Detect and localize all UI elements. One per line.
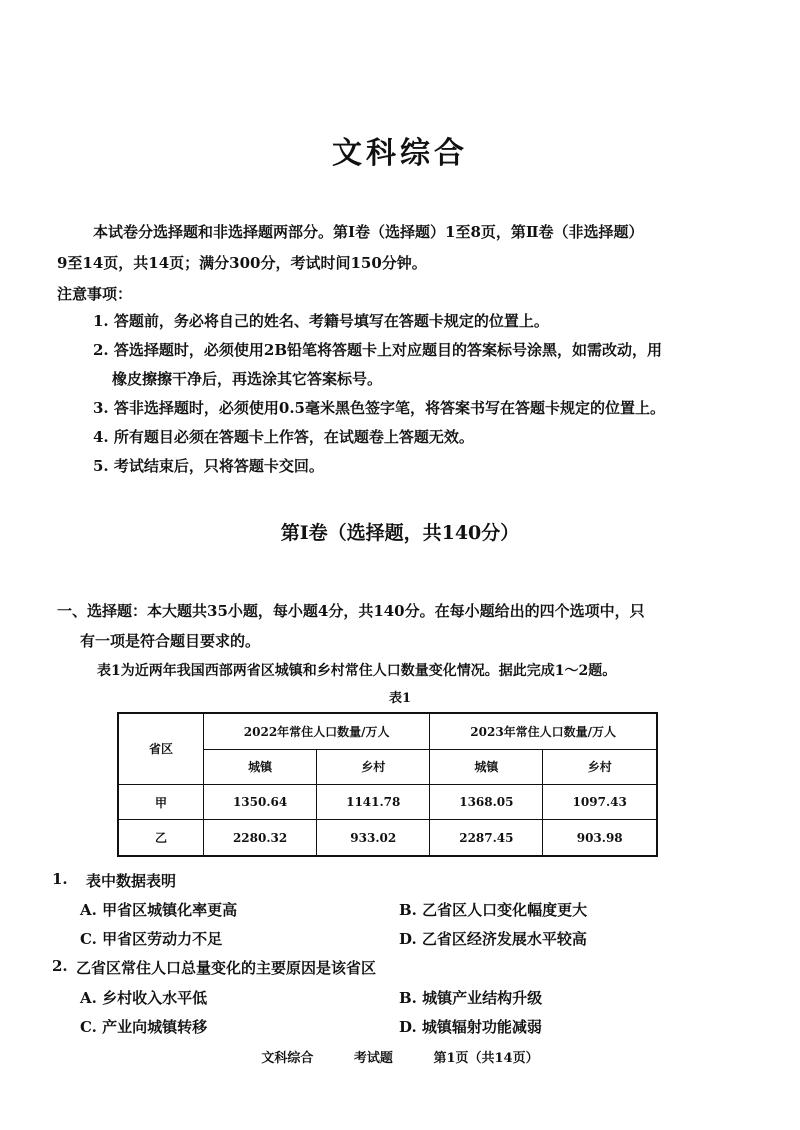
notice-item-4: 4. 所有题目必须在答题卡上作答，在试题卷上答题无效。	[93, 428, 474, 446]
table-cell: 933.02	[317, 820, 430, 856]
page-footer	[0, 1047, 800, 1066]
table-header-2023: 2023年常住人口数量/万人	[430, 713, 657, 749]
q1-stem: 表中数据表明	[86, 872, 177, 890]
table-cell: 1141.78	[317, 784, 430, 819]
section-title: 第Ⅰ卷（选择题，共140分）	[280, 522, 520, 544]
q1-number: 1.	[52, 870, 68, 888]
q2-option-d: D. 城镇辐射功能减弱	[399, 1018, 542, 1036]
footer-paper: 考试题	[353, 1051, 393, 1066]
q2-option-c: C. 产业向城镇转移	[80, 1018, 208, 1036]
q2-option-b: B. 城镇产业结构升级	[399, 989, 543, 1007]
table-cell: 2280.32	[204, 820, 317, 856]
table-cell: 1350.64	[204, 784, 317, 819]
notice-item-2-cont: 橡皮擦擦干净后，再选涂其它答案标号。	[112, 370, 383, 388]
table-subheader: 城镇	[204, 749, 317, 784]
table-subheader: 乡村	[543, 749, 657, 784]
notice-item-1: 1. 答题前，务必将自己的姓名、考籍号填写在答题卡规定的位置上。	[93, 312, 549, 330]
table-cell-region: 甲	[118, 784, 204, 819]
table-header-2022: 2022年常住人口数量/万人	[204, 713, 430, 749]
notice-item-3: 3. 答非选择题时，必须使用0.5毫米黑色签字笔，将答案书写在答题卡规定的位置上。	[93, 399, 665, 417]
q2-number: 2.	[52, 957, 68, 975]
table-header-region: 省区	[118, 713, 204, 784]
table-cell: 2287.45	[430, 820, 543, 856]
table-cell-region: 乙	[118, 820, 204, 856]
q1-option-d: D. 乙省区经济发展水平较高	[399, 930, 587, 948]
table-cell: 903.98	[543, 820, 657, 856]
table-subheader: 城镇	[430, 749, 543, 784]
table-cell: 1097.43	[543, 784, 657, 819]
population-table	[117, 712, 658, 857]
notice-item-2: 2. 答选择题时，必须使用2B铅笔将答题卡上对应题目的答案标号涂黑，如需改动，用	[93, 341, 663, 359]
table-intro: 表1为近两年我国西部两省区城镇和乡村常住人口数量变化情况。据此完成1～2题。	[97, 663, 617, 679]
intro-line-2: 9至14页，共14页；满分300分，考试时间150分钟。	[57, 254, 427, 272]
table-row	[118, 820, 657, 856]
table-subheader: 乡村	[317, 749, 430, 784]
part1-line-2: 有一项是符合题目要求的。	[80, 632, 261, 650]
table-row	[118, 784, 657, 819]
q1-option-a: A. 甲省区城镇化率更高	[80, 901, 238, 919]
q2-stem: 乙省区常住人口总量变化的主要原因是该省区	[76, 959, 377, 977]
table-caption: 表1	[388, 691, 412, 706]
part1-line-1: 一、选择题：本大题共35小题，每小题4分，共140分。在每小题给出的四个选项中，只	[57, 602, 645, 620]
footer-subject: 文科综合	[261, 1051, 314, 1066]
footer-page: 第1页（共14页）	[433, 1051, 539, 1066]
q1-option-c: C. 甲省区劳动力不足	[80, 930, 223, 948]
q2-option-a: A. 乡村收入水平低	[80, 989, 208, 1007]
table-cell: 1368.05	[430, 784, 543, 819]
notice-heading: 注意事项：	[57, 285, 133, 303]
exam-title: 文科综合	[332, 136, 468, 171]
intro-line-1: 本试卷分选择题和非选择题两部分。第Ⅰ卷（选择题）1至8页，第Ⅱ卷（非选择题）	[93, 223, 644, 241]
notice-item-5: 5. 考试结束后，只将答题卡交回。	[93, 457, 324, 475]
q1-option-b: B. 乙省区人口变化幅度更大	[399, 901, 588, 919]
